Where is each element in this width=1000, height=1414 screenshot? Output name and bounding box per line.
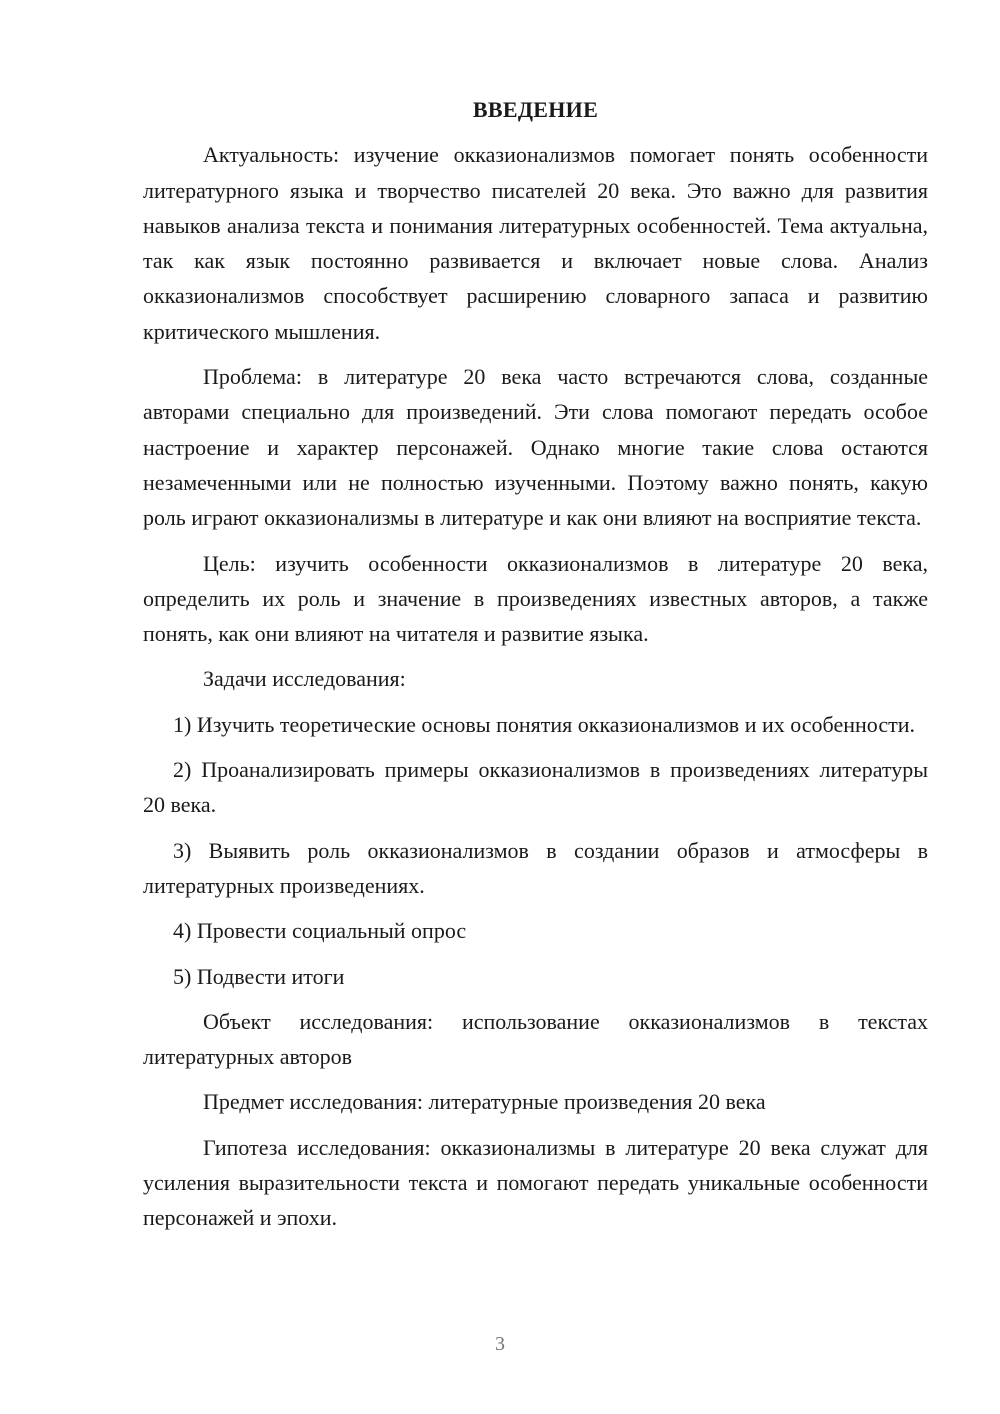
task-item: 4) Провести социальный опрос: [173, 918, 467, 944]
task-item: 1) Изучить теоретические основы понятия окказионализмов и их особенности.: [173, 711, 915, 737]
tasks-heading: Задачи исследования:: [203, 666, 406, 692]
problem-paragraph: Проблема: в литературе 20 века часто встречаются слова, созданные авторами специально для произведений. Эти слова помогают передать особое настроение и характер персонажей. Однако многие такие слова остаются незамеченными или не полностью изученными. Поэтому важно понять, какую роль играют окказионализмы в литературе и как они влияют на восприятие текста.: [143, 364, 928, 531]
section-title: ВВЕДЕНИЕ: [472, 97, 599, 122]
goal-paragraph: Цель: изучить особенности окказионализмов в литературе 20 века, определить их роль и значение в произведениях известных авторов, а также понять, как они влияют на читателя и развитие языка.: [143, 550, 928, 647]
page-number: 3: [495, 1333, 505, 1355]
tasks-list: [143, 707, 928, 994]
hypothesis-paragraph: Гипотеза исследования: окказионализмы в литературе 20 века служат для усиления выразительности текста и помогают передать уникальные особенности персонажей и эпохи.: [143, 1134, 928, 1231]
task-item: 5) Подвести итоги: [173, 963, 345, 989]
subject-paragraph: Предмет исследования: литературные произведения 20 века: [203, 1089, 766, 1115]
task-item: 3) Выявить роль окказионализмов в создании образов и атмосферы в литературных произведениях.: [143, 837, 928, 898]
task-item: 2) Проанализировать примеры окказионализмов в произведениях литературы 20 века.: [143, 757, 928, 818]
document-page: [143, 92, 928, 1246]
object-paragraph: Объект исследования: использование окказионализмов в текстах литературных авторов: [143, 1008, 928, 1070]
relevance-paragraph: Актуальность: изучение окказионализмов помогает понять особенности литературного языка и творчество писателей 20 века. Это важно для развития навыков анализа текста и понимания литературных особенностей. Тема актуальна, так как язык постоянно развивается и включает новые слова. Анализ окказионализмов способствует расширению словарного запаса и развитию критического мышления.: [143, 142, 928, 344]
